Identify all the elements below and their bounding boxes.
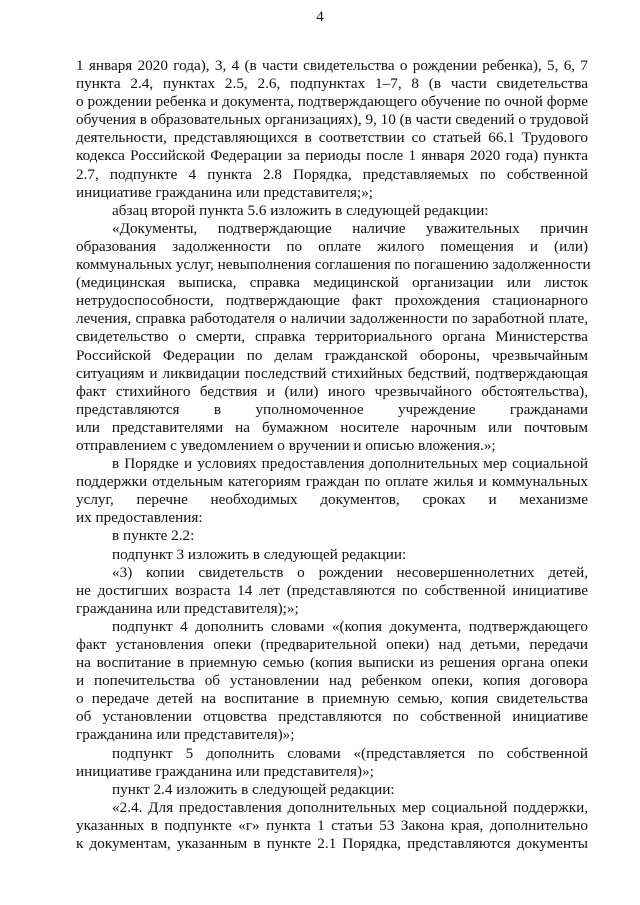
text-line: гражданина или представителя)»; — [76, 726, 295, 744]
text-line: пункта 2.4, пунктах 2.5, 2.6, подпунктах 1–7, 8 (в части свидетельства — [76, 75, 588, 93]
text-line: свидетельство о смерти, справка территориального органа Министерства — [76, 328, 588, 346]
text-line: (медицинская выписка, справка медицинской организации или листок — [76, 274, 588, 292]
text-line: факт установления опеки (предварительной опеки) над детьми, передачи — [76, 636, 588, 653]
text-line: об установлении отцовства представляются по собственной инициативе — [76, 708, 588, 726]
text-line: пункт 2.4 изложить в следующей редакции: — [112, 780, 395, 798]
text-line: о передаче детей на воспитание в приемную семью, копия свидетельства — [76, 690, 588, 708]
text-line: подпункт 4 дополнить словами «(копия документа, подтверждающего — [112, 617, 588, 635]
text-line: подпункт 5 дополнить словами «(представляется по собственной — [112, 744, 588, 762]
text-line: услуг, перечне необходимых документов, сроках и механизме — [76, 491, 588, 509]
text-line: в Порядке и условиях предоставления дополнительных мер социальной — [112, 455, 588, 473]
text-line: 1 января 2020 года), 3, 4 (в части свидетельства о рождении ребенка), 5, 6, 7 — [76, 57, 588, 74]
text-line: подпункт 3 изложить в следующей редакции: — [112, 545, 407, 563]
document-body — [76, 57, 591, 853]
text-line: в пункте 2.2: — [112, 527, 195, 545]
text-line: инициативе гражданина или представителя;»; — [76, 183, 374, 201]
text-line: «Документы, подтверждающие наличие уважительных причин — [112, 219, 588, 237]
text-line: их предоставления: — [76, 509, 203, 527]
text-line: нетрудоспособности, подтверждающие факт прохождения стационарного — [76, 292, 588, 310]
text-line: «3) копии свидетельств о рождении несовершеннолетних детей, — [112, 563, 588, 581]
text-line: образования задолженности по оплате жилого помещения и (или) — [76, 237, 588, 255]
text-line: 2.7, подпункте 4 пункта 2.8 Порядка, представляемых по собственной — [76, 165, 588, 183]
text-line: ситуациям и ликвидации последствий стихийных бедствий, подтверждающая — [76, 364, 588, 382]
page-number: 4 — [316, 9, 324, 25]
text-line: коммунальных услуг, невыполнения соглашения по погашению задолженности — [76, 256, 591, 274]
text-line: или представителями на бумажном носителе нарочным или почтовым — [76, 418, 588, 436]
text-line: лечения, справка работодателя о наличии задолженности по заработной плате, — [76, 310, 588, 328]
text-line: к документам, указанным в пункте 2.1 Порядка, представляются документы — [76, 835, 588, 853]
text-line: Российской Федерации по делам гражданской обороны, чрезвычайным — [76, 346, 588, 364]
text-line: «2.4. Для предоставления дополнительных мер социальной поддержки, — [112, 798, 588, 816]
text-line: абзац второй пункта 5.6 изложить в следующей редакции: — [112, 201, 489, 219]
text-line: обучения в образовательных организациях), 9, 10 (в части сведений о трудовой — [76, 111, 589, 129]
text-line: факт стихийного бедствия и (или) иного чрезвычайного обстоятельства), — [76, 382, 588, 400]
text-line: гражданина или представителя);»; — [76, 599, 299, 617]
text-line: указанных в подпункте «г» пункта 1 статьи 53 Закона края, дополнительно — [76, 816, 588, 834]
text-line: деятельности, представляющихся в соответствии со статьей 66.1 Трудового — [76, 129, 588, 147]
text-line: о рождении ребенка и документа, подтверждающего обучение по очной форме — [76, 93, 588, 111]
text-line: на воспитание в приемную семью (копия выписки из решения органа опеки — [76, 654, 588, 672]
text-line: отправлением с уведомлением о вручении и описью вложения.»; — [76, 436, 496, 454]
text-line: поддержки отдельным категориям граждан по оплате жилья и коммунальных — [76, 473, 588, 491]
text-line: инициативе гражданина или представителя)»; — [76, 762, 374, 780]
text-line: кодекса Российской Федерации за периоды после 1 января 2020 года) пункта — [76, 147, 588, 165]
text-line: и попечительства об установлении над ребенком опеки, копия договора — [76, 672, 588, 690]
text-line: не достигших возраста 14 лет (представляются по собственной инициативе — [76, 581, 588, 599]
text-line: представляются в уполномоченное учреждение гражданами — [76, 400, 588, 418]
